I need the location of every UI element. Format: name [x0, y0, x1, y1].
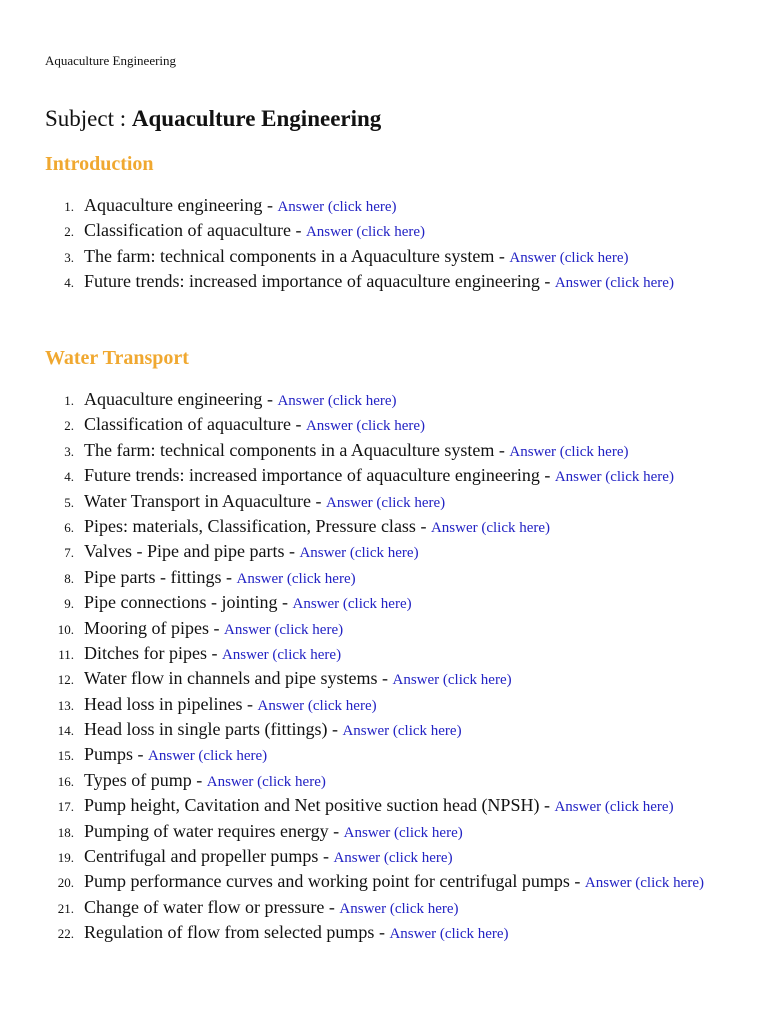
item-number: 6. [64, 519, 74, 535]
answer-link[interactable]: Answer (click here) [554, 275, 674, 292]
answer-link[interactable]: Answer (click here) [236, 570, 356, 587]
list-item: 17. Pump height, Cavitation and Net positive suction head (NPSH) - Answer (click here) [45, 795, 716, 818]
list-item: 19. Centrifugal and propeller pumps - Answer (click here) [45, 846, 716, 869]
item-title: Future trends: increased importance of aquaculture engineering [84, 271, 540, 292]
answer-link[interactable]: Answer (click here) [148, 748, 268, 765]
list-item: 4. Future trends: increased importance of aquaculture engineering - Answer (click here) [45, 271, 716, 294]
answer-link[interactable]: Answer (click here) [305, 418, 426, 435]
answer-link[interactable]: Answer (click here) [277, 393, 397, 409]
list-item: 5. Water Transport in Aquaculture - Answer (click here) [45, 491, 716, 514]
item-number: 2. [64, 418, 74, 434]
page-title [45, 106, 381, 132]
subject-title: Aquaculture Engineering [131, 106, 382, 131]
item-title: Types of pump [84, 769, 192, 790]
list-item: 10. Mooring of pipes - Answer (click here) [45, 618, 716, 641]
item-number: 16. [57, 773, 74, 789]
list-item: 21. Change of water flow or pressure - Answer (click here) [45, 897, 716, 920]
list-item: 11. Ditches for pipes - Answer (click here) [45, 643, 716, 666]
answer-link[interactable]: Answer (click here) [339, 900, 459, 917]
item-number: 7. [64, 545, 74, 561]
list-item: 1. Aquaculture engineering - Answer (click here) [45, 195, 716, 218]
answer-link[interactable]: Answer (click here) [277, 199, 397, 215]
list-item: 16. Types of pump - Answer (click here) [45, 770, 716, 793]
answer-link[interactable]: Answer (click here) [389, 926, 509, 943]
section-introduction [45, 152, 725, 297]
item-number: 22. [57, 926, 74, 942]
item-title: Head loss in single parts (fittings) [84, 719, 328, 740]
list-item: 3. The farm: technical components in a Aquaculture system - Answer (click here) [45, 440, 716, 463]
section-heading: Water Transport [45, 347, 189, 369]
answer-link[interactable]: Answer (click here) [299, 545, 419, 562]
item-title: Mooring of pipes [84, 617, 209, 638]
answer-link[interactable]: Answer (click here) [224, 621, 344, 638]
item-number: 15. [57, 748, 74, 764]
item-title: Water Transport in Aquaculture [84, 490, 312, 511]
item-number: 10. [57, 621, 74, 637]
item-title: Water flow in channels and pipe systems [84, 668, 378, 689]
item-number: 21. [57, 900, 74, 916]
list-item: 2. Classification of aquaculture - Answer (click here) [45, 414, 716, 437]
item-number: 11. [58, 646, 74, 662]
answer-link[interactable]: Answer (click here) [333, 850, 453, 867]
item-title: Centrifugal and propeller pumps [84, 846, 319, 867]
item-number: 13. [57, 697, 74, 713]
item-number: 14. [57, 723, 74, 739]
list-item: 7. Valves - Pipe and pipe parts - Answer (click here) [45, 541, 716, 564]
section-water-transport [45, 346, 725, 948]
list-item: 2. Classification of aquaculture - Answer (click here) [45, 220, 716, 243]
list-item: 20. Pump performance curves and working point for centrifugal pumps - Answer (click here) [45, 871, 716, 894]
section-heading: Introduction [45, 153, 154, 175]
item-number: 9. [64, 596, 74, 612]
item-title: Aquaculture engineering [84, 195, 263, 215]
list-item: 8. Pipe parts - fittings - Answer (click here) [45, 567, 716, 590]
item-number: 17. [57, 799, 74, 815]
answer-link[interactable]: Answer (click here) [509, 249, 629, 266]
answer-link[interactable]: Answer (click here) [509, 443, 629, 460]
list-item: 3. The farm: technical components in a Aquaculture system - Answer (click here) [45, 246, 716, 269]
answer-link[interactable]: Answer (click here) [292, 596, 412, 613]
item-title: Pump performance curves and working point for centrifugal pumps [84, 871, 570, 892]
item-number: 3. [64, 249, 74, 265]
item-number: 5. [64, 494, 74, 510]
answer-link[interactable]: Answer (click here) [392, 672, 512, 689]
item-title: Pipe connections - jointing [84, 592, 278, 613]
answer-link[interactable]: Answer (click here) [343, 824, 463, 841]
item-title: Valves - Pipe and pipe parts [84, 541, 285, 562]
subject-prefix: Subject : [45, 106, 132, 131]
item-number: 4. [64, 275, 74, 291]
item-title: Classification of aquaculture [84, 414, 291, 435]
running-header: Aquaculture Engineering [45, 53, 177, 68]
answer-link[interactable]: Answer (click here) [584, 875, 704, 892]
answer-link[interactable]: Answer (click here) [342, 723, 462, 740]
item-number: 20. [57, 875, 74, 891]
answer-link[interactable]: Answer (click here) [257, 697, 377, 714]
item-number: 18. [57, 824, 74, 840]
item-title: The farm: technical components in a Aquaculture system [84, 245, 495, 266]
answer-link[interactable]: Answer (click here) [554, 469, 674, 486]
item-title: Pumps [84, 744, 134, 765]
topic-list [45, 389, 725, 945]
list-item: 12. Water flow in channels and pipe systems - Answer (click here) [45, 668, 716, 691]
answer-link[interactable]: Answer (click here) [305, 224, 426, 241]
list-item: 6. Pipes: materials, Classification, Pressure class - Answer (click here) [45, 516, 716, 539]
item-title: Aquaculture engineering [84, 389, 263, 409]
list-item: 13. Head loss in pipelines - Answer (click here) [45, 694, 716, 717]
answer-link[interactable]: Answer (click here) [554, 799, 674, 816]
item-title: Future trends: increased importance of aquaculture engineering [84, 465, 540, 486]
list-item: 18. Pumping of water requires energy - Answer (click here) [45, 821, 716, 844]
item-title: The farm: technical components in a Aquaculture system [84, 439, 495, 460]
item-number: 12. [57, 672, 74, 688]
item-number: 1. [64, 393, 74, 408]
item-title: Head loss in pipelines [84, 693, 243, 714]
item-number: 4. [64, 469, 74, 485]
item-number: 3. [64, 443, 74, 459]
item-title: Change of water flow or pressure [84, 896, 325, 917]
item-title: Pumping of water requires energy [84, 820, 329, 841]
item-title: Regulation of flow from selected pumps [84, 922, 375, 943]
item-title: Ditches for pipes [84, 642, 207, 663]
answer-link[interactable]: Answer (click here) [221, 646, 342, 663]
answer-link[interactable]: Answer (click here) [326, 494, 446, 511]
item-number: 2. [64, 224, 74, 240]
list-item: 22. Regulation of flow from selected pumps - Answer (click here) [45, 922, 716, 945]
item-number: 8. [64, 570, 74, 586]
item-title: Pump height, Cavitation and Net positive suction head (NPSH) [84, 795, 540, 816]
answer-link[interactable]: Answer (click here) [206, 773, 326, 790]
item-number: 1. [64, 199, 74, 214]
list-item: 4. Future trends: increased importance of aquaculture engineering - Answer (click here) [45, 465, 716, 488]
item-title: Classification of aquaculture [84, 220, 291, 241]
topic-list [45, 195, 725, 294]
list-item: 9. Pipe connections - jointing - Answer (click here) [45, 592, 716, 615]
item-number: 19. [57, 850, 74, 866]
item-title: Pipe parts - fittings [84, 566, 222, 587]
list-item: 14. Head loss in single parts (fittings) - Answer (click here) [45, 719, 716, 742]
list-item: 15. Pumps - Answer (click here) [45, 744, 716, 767]
item-title: Pipes: materials, Classification, Pressure class [84, 515, 416, 536]
answer-link[interactable]: Answer (click here) [430, 519, 551, 536]
list-item: 1. Aquaculture engineering - Answer (click here) [45, 389, 716, 412]
